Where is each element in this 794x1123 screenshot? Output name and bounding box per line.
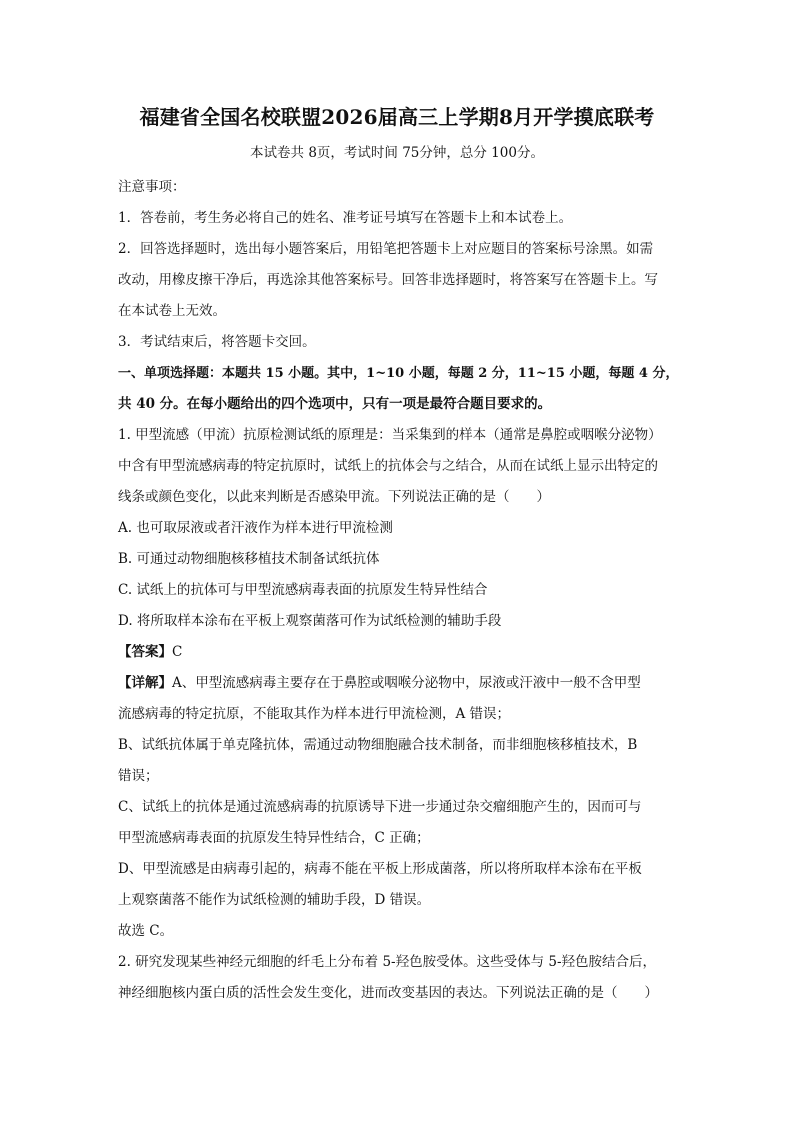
question-1-stem: 中含有甲型流感病毒的特定抗原时，试纸上的抗体会与之结合，从而在试纸上显示出特定的 [118, 458, 658, 474]
question-1-answer [118, 637, 686, 668]
analysis-line: D、甲型流感是由病毒引起的，病毒不能在平板上形成菌落，所以将所取样本涂布在平板 [118, 861, 642, 877]
analysis-line: 错误； [118, 768, 159, 784]
note-line: 改动，用橡皮擦干净后，再选涂其他答案标号。回答非选择题时，将答案写在答题卡上。写 [118, 272, 658, 288]
question-1-stem: 1. 甲型流感（甲流）抗原检测试纸的原理是：当采集到的样本（通常是鼻腔或咽喉分泌物） [118, 427, 662, 443]
analysis-line: B、试纸抗体属于单克隆抗体，需通过动物细胞融合技术制备，而非细胞核移植技术，B [118, 737, 638, 753]
analysis-line: A、甲型流感病毒主要存在于鼻腔或咽喉分泌物中，尿液或汗液中一般不含甲型 [172, 675, 641, 691]
analysis-conclusion: 故选 C。 [118, 923, 174, 939]
exam-info: 本试卷共 8页，考试时间 75分钟，总分 100分。 [250, 145, 544, 161]
page-title: 福建省全国名校联盟2026届高三上学期8月开学摸底联考 [139, 105, 655, 129]
question-1-analysis [118, 668, 686, 699]
question-1-option-b: B. 可通过动物细胞核移植技术制备试纸抗体 [118, 551, 380, 567]
answer-label: 【答案】 [118, 644, 172, 660]
section-heading: 共 40 分。在每小题给出的四个选项中，只有一项是最符合题目要求的。 [118, 396, 552, 412]
note-line: 3．考试结束后，将答题卡交回。 [118, 334, 316, 350]
question-1-option-d: D. 将所取样本涂布在平板上观察菌落可作为试纸检测的辅助手段 [118, 613, 502, 629]
document-body [118, 172, 686, 1009]
question-1-option-a: A. 也可取尿液或者汗液作为样本进行甲流检测 [118, 520, 393, 536]
analysis-line: 流感病毒的特定抗原，不能取其作为样本进行甲流检测，A 错误； [118, 706, 511, 722]
question-1-stem: 线条或颜色变化，以此来判断是否感染甲流。下列说法正确的是（ ） [118, 489, 550, 505]
analysis-line: 甲型流感病毒表面的抗原发生特异性结合，C 正确； [118, 830, 430, 846]
notes-heading: 注意事项： [118, 179, 186, 195]
analysis-label: 【详解】 [118, 675, 172, 691]
analysis-line: 上观察菌落不能作为试纸检测的辅助手段，D 错误。 [118, 892, 431, 908]
answer-value: C [172, 644, 183, 660]
note-line: 2．回答选择题时，选出每小题答案后，用铅笔把答题卡上对应题目的答案标号涂黑。如需 [118, 241, 654, 257]
analysis-line: C、试纸上的抗体是通过流感病毒的抗原诱导下进一步通过杂交瘤细胞产生的，因而可与 [118, 799, 642, 815]
question-2-stem: 2. 研究发现某些神经元细胞的纤毛上分布着 5-羟色胺受体。这些受体与 5-羟色胺结合后， [118, 954, 657, 970]
question-1-option-c: C. 试纸上的抗体可与甲型流感病毒表面的抗原发生特异性结合 [118, 582, 488, 598]
question-2-stem: 神经细胞核内蛋白质的活性会发生变化，进而改变基因的表达。下列说法正确的是（ ） [118, 985, 658, 1001]
note-line: 1．答卷前，考生务必将自己的姓名、准考证号填写在答题卡上和本试卷上。 [118, 210, 573, 226]
note-line: 在本试卷上无效。 [118, 303, 226, 319]
section-heading: 一、单项选择题：本题共 15 小题。其中，1~10 小题，每题 2 分，11~15 小题，每题 4 分， [118, 366, 679, 381]
